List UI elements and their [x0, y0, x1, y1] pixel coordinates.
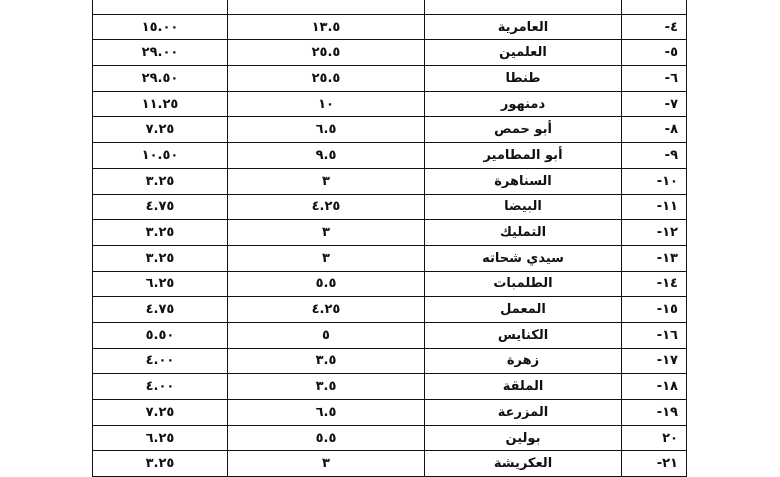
- station-name: أبو حمص: [425, 117, 622, 143]
- fare-value-a: ٣: [228, 451, 425, 477]
- fare-table-body: [93, 0, 687, 477]
- fare-value-a: ٤.٢٥: [228, 297, 425, 323]
- fare-value-a: ٢٥.٥: [228, 40, 425, 66]
- fare-value-a: ٦.٥: [228, 117, 425, 143]
- station-name: العلمين: [425, 40, 622, 66]
- row-number: ١٨-: [622, 374, 687, 400]
- row-number: ١٥-: [622, 297, 687, 323]
- row-number: ١٦-: [622, 322, 687, 348]
- fare-value-b: ٣.٢٥: [93, 451, 228, 477]
- fare-value-a: ٣: [228, 245, 425, 271]
- station-name: دمنهور: [425, 91, 622, 117]
- table-row: [93, 14, 687, 40]
- fare-value-a: ٣.٥: [228, 374, 425, 400]
- station-name: التمليك: [425, 220, 622, 246]
- row-number: ١٢-: [622, 220, 687, 246]
- station-name: المزرعة: [425, 400, 622, 426]
- row-number: ١٠-: [622, 168, 687, 194]
- station-name: السناهرة: [425, 168, 622, 194]
- row-number: ٨-: [622, 117, 687, 143]
- table-row: [93, 168, 687, 194]
- fare-value-a: ٥: [228, 322, 425, 348]
- table-row: [93, 220, 687, 246]
- station-name: زهرة: [425, 348, 622, 374]
- table-row: [93, 143, 687, 169]
- row-number: ١٩-: [622, 400, 687, 426]
- station-name: الطلمبات: [425, 271, 622, 297]
- fare-value-a: ٩.٥: [228, 143, 425, 169]
- fare-value-a: ٥.٥: [228, 425, 425, 451]
- station-name: [425, 0, 622, 14]
- fare-value-b: ٦.٢٥: [93, 271, 228, 297]
- table-row: [93, 66, 687, 92]
- fare-value-a: ١٣.٥: [228, 14, 425, 40]
- row-number: ٥-: [622, 40, 687, 66]
- table-row: [93, 322, 687, 348]
- fare-value-b: ٤.٧٥: [93, 194, 228, 220]
- row-number: ٢١-: [622, 451, 687, 477]
- station-name: العكريشة: [425, 451, 622, 477]
- fare-value-a: ٣: [228, 168, 425, 194]
- station-name: الكنايس: [425, 322, 622, 348]
- fare-value-b: ١٠.٥٠: [93, 143, 228, 169]
- fare-value-b: [93, 0, 228, 14]
- fare-value-b: ٢٩.٥٠: [93, 66, 228, 92]
- fare-value-b: ٣.٢٥: [93, 168, 228, 194]
- row-number: ١٣-: [622, 245, 687, 271]
- fare-value-b: ٥.٥٠: [93, 322, 228, 348]
- table-row: [93, 297, 687, 323]
- fare-value-a: [228, 0, 425, 14]
- station-name: العامرية: [425, 14, 622, 40]
- table-row: [93, 194, 687, 220]
- row-number: ٦-: [622, 66, 687, 92]
- fare-value-a: ١٠: [228, 91, 425, 117]
- table-row: [93, 91, 687, 117]
- fare-value-b: ٧.٢٥: [93, 400, 228, 426]
- row-number: ٢٠: [622, 425, 687, 451]
- table-row: [93, 374, 687, 400]
- fare-value-b: ٤.٠٠: [93, 374, 228, 400]
- fare-value-b: ٣.٢٥: [93, 245, 228, 271]
- station-name: الملقة: [425, 374, 622, 400]
- row-number: ٧-: [622, 91, 687, 117]
- row-number: ١٤-: [622, 271, 687, 297]
- fare-value-b: ٧.٢٥: [93, 117, 228, 143]
- table-row: [93, 117, 687, 143]
- fare-value-b: ١١.٢٥: [93, 91, 228, 117]
- station-name: طنطا: [425, 66, 622, 92]
- fare-value-b: ٤.٠٠: [93, 348, 228, 374]
- row-number: ١٧-: [622, 348, 687, 374]
- fare-value-a: ٣: [228, 220, 425, 246]
- station-name: البيضا: [425, 194, 622, 220]
- table-row: [93, 348, 687, 374]
- table-row: [93, 400, 687, 426]
- fare-value-b: ١٥.٠٠: [93, 14, 228, 40]
- fare-value-a: ٣.٥: [228, 348, 425, 374]
- fare-value-b: ٣.٢٥: [93, 220, 228, 246]
- fare-value-a: ٥.٥: [228, 271, 425, 297]
- table-row: [93, 245, 687, 271]
- table-row: [93, 425, 687, 451]
- fare-value-b: ٢٩.٠٠: [93, 40, 228, 66]
- row-number: ٩-: [622, 143, 687, 169]
- table-row: [93, 271, 687, 297]
- fare-table: [92, 0, 687, 477]
- station-name: بولين: [425, 425, 622, 451]
- station-name: سيدي شحاته: [425, 245, 622, 271]
- fare-value-a: ٤.٢٥: [228, 194, 425, 220]
- station-name: أبو المطامير: [425, 143, 622, 169]
- fare-value-b: ٤.٧٥: [93, 297, 228, 323]
- station-name: المعمل: [425, 297, 622, 323]
- row-number: ١١-: [622, 194, 687, 220]
- table-row: [93, 40, 687, 66]
- fare-value-a: ٢٥.٥: [228, 66, 425, 92]
- table-row: [93, 451, 687, 477]
- table-row: [93, 0, 687, 14]
- row-number: [622, 0, 687, 14]
- row-number: ٤-: [622, 14, 687, 40]
- fare-value-b: ٦.٢٥: [93, 425, 228, 451]
- fare-value-a: ٦.٥: [228, 400, 425, 426]
